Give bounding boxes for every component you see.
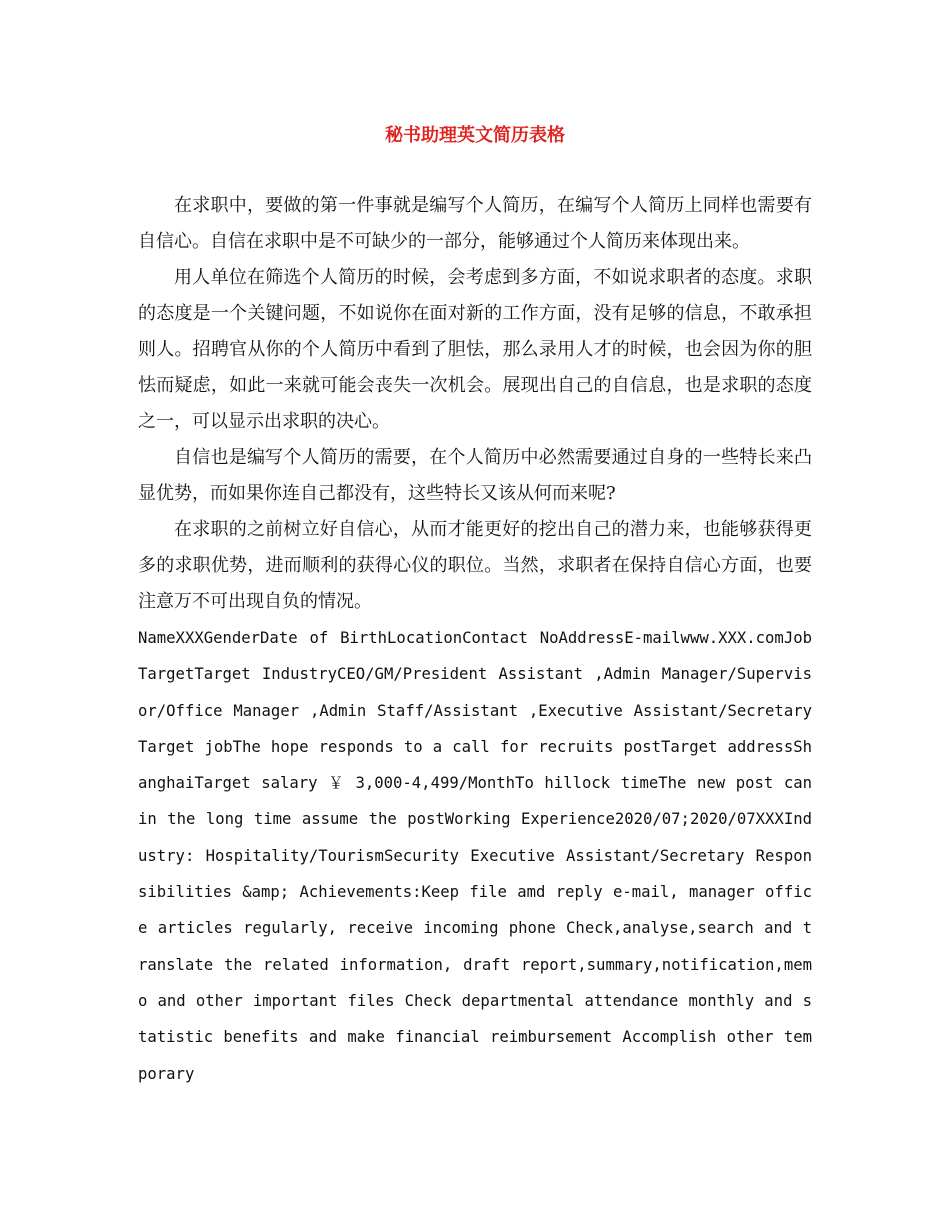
- resume-text: NameXXXGenderDate of BirthLocationContact NoAddressE-mailwww.XXX.comJob TargetTarget IndustryCEO/GM/President Assistant ,Admin Manager/Supervisor/Office Manager ,Admin Staff/Assistant ,Executive Assistant/SecretaryTarget jobThe hope responds to a call for recruits postTarget addressShanghaiTarget salary ￥ 3,000-4,499/MonthTo hillock timeThe new post can in the long time assume the postWorking Experience2020/07;2020/07XXXIndustry: Hospitality/TourismSecurity Executive Assistant/Secretary Responsibilities &amp; Achievements:Keep file amd reply e-mail, manager office articles regularly, receive incoming phone Check,analyse,search and translate the related information, draft report,summary,notification,memo and other important files Check departmental attendance monthly and statistic benefits and make financial reimbursement Accomplish other temporary: [138, 629, 812, 1083]
- intro-paragraph-1: 在求职中，要做的第一件事就是编写个人简历，在编写个人简历上同样也需要有自信心。自信在求职中是不可缺少的一部分，能够通过个人简历来体现出来。: [138, 195, 812, 252]
- intro-paragraph-3: 自信也是编写个人简历的需要，在个人简历中必然需要通过自身的一些特长来凸显优势，而如果你连自己都没有，这些特长又该从何而来呢?: [138, 447, 812, 504]
- intro-paragraph-2: 用人单位在筛选个人简历的时候，会考虑到多方面，不如说求职者的态度。求职的态度是一个关键问题，不如说你在面对新的工作方面，没有足够的信息，不敢承担则人。招聘官从你的个人简历中看到了胆怯，那么录用人才的时候，也会因为你的胆怯而疑虑，如此一来就可能会丧失一次机会。展现出自己的自信息，也是求职的态度之一，可以显示出求职的决心。: [138, 267, 812, 432]
- intro-paragraph-4: 在求职的之前树立好自信心，从而才能更好的挖出自己的潜力来，也能够获得更多的求职优势，进而顺利的获得心仪的职位。当然，求职者在保持自信心方面，也要注意万不可出现自负的情况。: [138, 519, 812, 612]
- document-title: 秘书助理英文简历表格: [385, 125, 565, 146]
- document-body: [138, 188, 812, 1092]
